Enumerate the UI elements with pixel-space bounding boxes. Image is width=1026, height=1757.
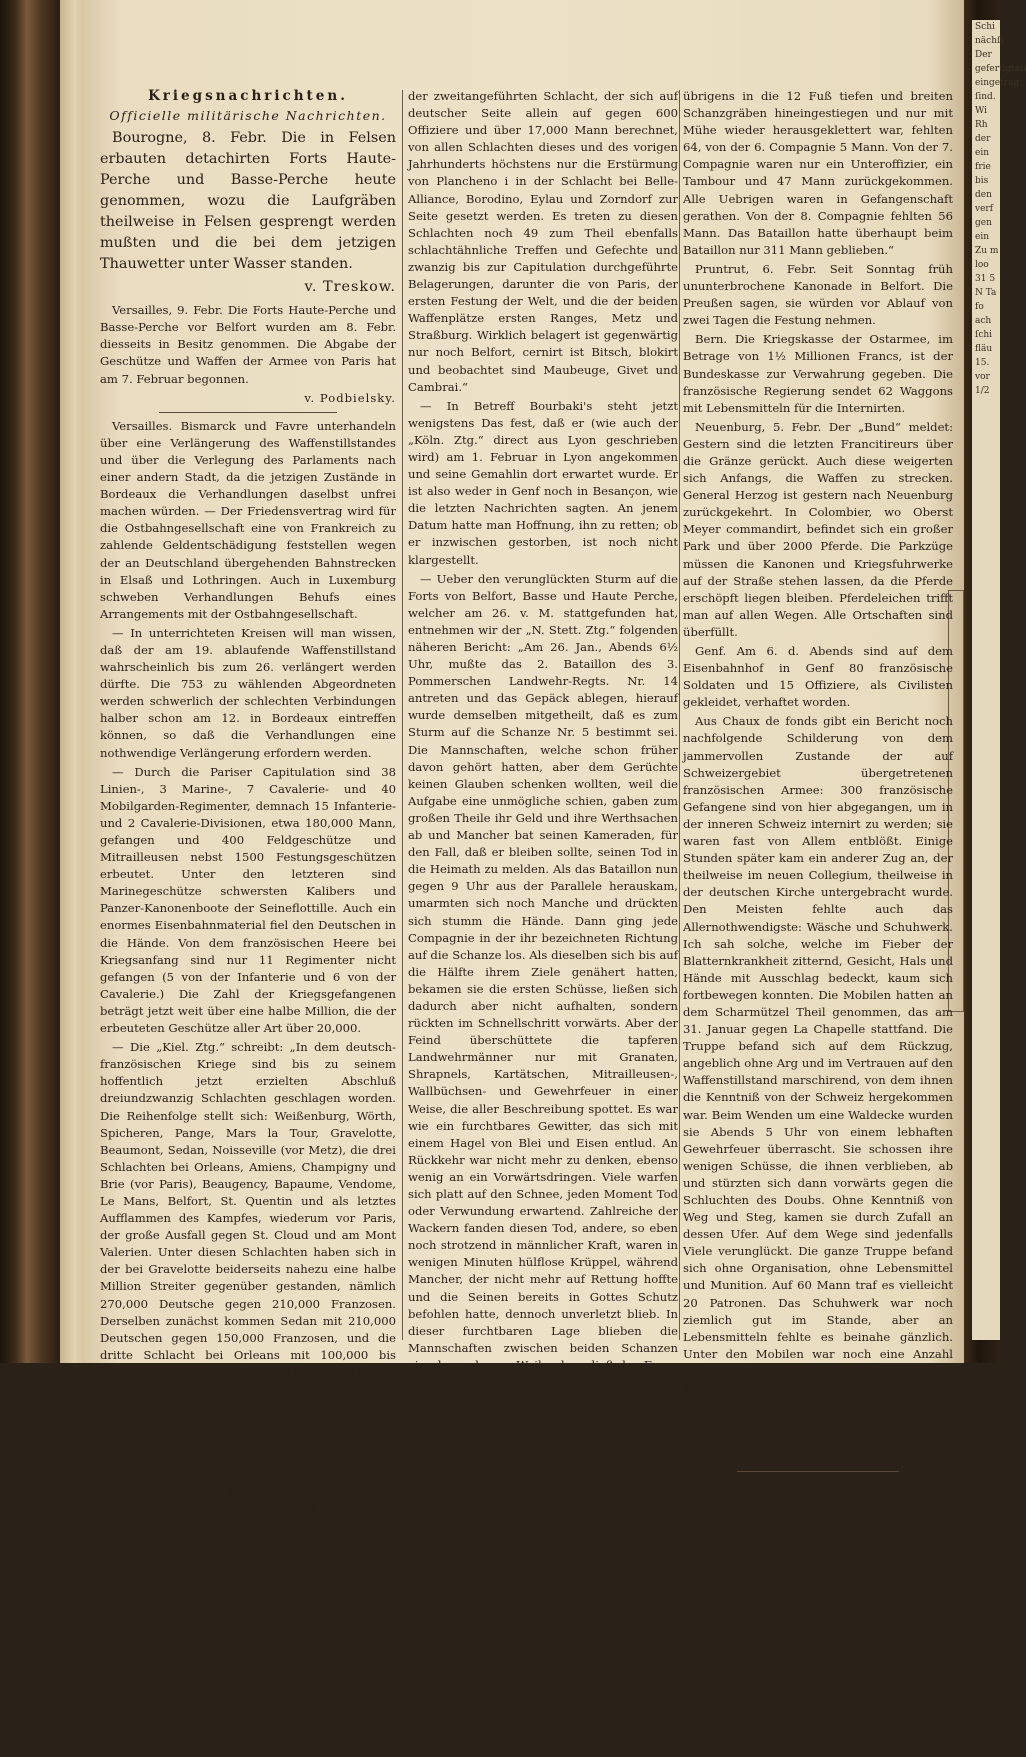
report-neuenburg: Neuenburg, 5. Febr. Der „Bund“ meldet: Gestern sind die letzten Francitireurs über die Gränze gerückt. Auch diese weigerten sich Anfangs, die Waffen zu strecken. General Herzog ist gestern nach Neuenburg zurückgekehrt. In Colombier, wo Oberst Meyer commandirt, befindet sich ein großer Park und über 2000 Pferde. Die Parkzüge müssen die Kanonen und Kriegsfuhrwerke auf der Straße stehen lassen, da die Pferde erschöpft liegen bleiben. Pferdeleichen trifft man auf allen Wegen. Alle Ortschaften sind überfüllt. — [683, 419, 953, 639]
book-binding — [0, 0, 60, 1363]
page-stack-edge — [60, 0, 84, 1363]
article-sturm-belfort-cont: übrigens in die 12 Fuß tiefen und breiten Schanzgräben hineingestiegen und nur mit Mühe wieder herausgeklettert war, fehlten 64, von der 6. Compagnie 5 Mann. Von der 7. Compagnie waren nur ein Unteroffizier, ein Tambour und 47 Mann zurückgekommen. Alle Uebrigen waren in Gefangenschaft gerathen. Von der 8. Compagnie fehlten 56 Mann. Das Bataillon hatte überhaupt beim Bataillon nur 311 Mann geblieben.“ — [683, 89, 953, 257]
column-rule — [402, 90, 403, 1340]
signature-treskow: v. Treskow. — [304, 279, 396, 296]
article-kiel-ztg-cont: der zweitangeführten Schlacht, der sich auf deutscher Seite allein auf gegen 600 Offiziere und über 17,000 Mann berechnet, von allen Schlachten dieses und des vorigen Jahrhunderts höchstens nur die Erstürmung von Plancheno i in der Schlacht bei Belle-Alliance, Borodino, Eylau und Zorndorf zur Seite gesetzt werden. Es treten zu diesen Schlachten noch 49 zum Theil ebenfalls schlachtähnliche Treffen und Gefechte und zwanzig bis zur Capitulation durchgeführte Belagerungen, darunter die von Paris, der ersten Festung der Welt, und die der beiden Waffenplätze ersten Ranges, Metz und Straßburg. Wirklich belagert ist gegenwärtig nur noch Belfort, cernirt ist Bitsch, blokirt und beobachtet sind Maubeuge, Givet und Cambrai.“ — [408, 89, 678, 394]
report-chaux-de-fonds: Aus Chaux de fonds gibt ein Bericht noch nachfolgende Schilderung von dem jammervollen Zustande der auf Schweizergebiet übergetretenen französischen Armee: 300 französische Gefangene sind von hier abgegangen, um in der inneren Schweiz internirt zu werden; sie waren fast von Allem entblößt. Einige Stunden später kam ein anderer Zug an, der theilweise im neuen Collegium, theilweise in der deutschen Kirche untergebracht wurde. Den Meisten fehlte auch das Allernothwendigste: Wäsche und Schuhwerk. Ich sah solche, welche im Fieber der Blatternkrankheit zitternd, Gesicht, Hals und Hände mit Ausschlag bedeckt, kaum sich fortbewegen konnten. Die Mobilen hatten an dem Scharmützel Theil genommen, das am 31. Januar gegen La Chapelle stattfand. Die Truppe befand sich auf dem Rückzug, angeblich ohne Arg und im Vertrauen auf den Waffenstillstand marschirend, von dem ihnen die Kenntniß von der Schweiz hergekommen war. Beim Wenden um eine Waldecke wurden sie Abends 5 Uhr von einem lebhaften Gewehrfeuer überrascht. Sie schossen ihre wenigen Schüsse, die ihnen verblieben, ab und stürzten sich dann vorwärts gegen die Schluchten des Doubs. Ohne Kenntniß von Weg und Steg, kamen sie durch Zufall an dessen Ufer. Auf dem Wege sind jedenfalls Viele verunglückt. Die ganze Truppe befand sich ohne Organisation, ohne Lebensmittel und Munition. Auf 60 Mann traf es vielleicht 20 Patronen. Das Schuhwerk war noch ziemlich gut im Stande, aber an Lebensmitteln fehlte es beinahe gänzlich. Unter den Mobilen war noch eine Anzahl Zuaven und viele Francitireurs, schlecht ausgerüstet, ohne militärische Abzeichen und fast in Lumpen gehüllt. Junge Leute von 16—17 Jahren waren mehrere darunter. Die Offiziere befanden sich nicht bei der Mannschaft. — [683, 714, 953, 1464]
article-waffenstillstand: — In unterrichteten Kreisen will man wissen, daß der am 19. ablaufende Waffenstillstand wahrscheinlich bis zum 26. verlängert werden dürfte. Die 753 zu wählenden Abgeordneten werden schwerlich der schlechten Verbindungen halber schon am 12. in Bordeaux eintreffen können, so daß die Verhandlungen eine nothwendige Verlängerung erfordern werden. — [100, 625, 396, 760]
article-capitulation: — Durch die Pariser Capitulation sind 38 Linien-, 3 Marine-, 7 Cavalerie- und 40 Mobilgarden-Regimenter, demnach 15 Infanterie- und 2 Cavalerie-Divisionen, etwa 180,000 Mann, gefangen und 400 Feldgeschütze und Mitrailleusen nebst 1500 Festungsgeschützen erbeutet. Unter den letzteren sind Marinegeschütze schwersten Kalibers und Panzer-Kanonenboote der Seineflottille. Auch ein enormes Eisenbahnmaterial fiel den Deutschen in die Hände. Von dem französischen Heere bei Kriegsanfang sind nur 11 Regimenter nicht gefangen (5 von der Infanterie und 6 von der Cavalerie.) Die Zahl der Kriegsgefangenen beträgt jetzt weit über eine halbe Million, die der erbeuteten Geschütze aller Art über 20,000. — [100, 764, 396, 1036]
report-versailles-forts: Versailles, 9. Febr. Die Forts Haute-Perche und Basse-Perche vor Belfort wurden am 8. Febr. diesseits in Besitz genommen. Die Abgabe der Geschütze und Waffen der Armee von Paris hat am 7. Februar begonnen. — [100, 303, 396, 386]
column-1 — [100, 88, 396, 1636]
local-karlsruhe: Karlsruhe. Die „K. Ztg.“ berichtet von einem abscheulichen Gaunerstückchen, dessen Opfer ein französischer Kriegsgefangener war. Derselbe, noch Rastatt bestimmt, hatte, während der Zug hielt, einen in der Nähe stehenden Burschen aus dem Wagen, worin er sich befand, gebeten, ihm etwas zu essen zu kaufen, und demselben zu dem Behufe ein 20-Frankenstück gegeben. Der Bursche nimmt das Geld und — kommt nicht wieder, und der arme Betrogene, welcher laut jammerte, daß er jetzt keinen Sou mehr besitze, muß mit dem abgehenden Zug hungrig fort und hat kaum noch Zeit, dem Stationschef seinen Namen zu hinterlassen. Die Kunde von diesem — [683, 1576, 953, 1755]
column-rule — [679, 90, 680, 1340]
report-bern: Bern. Die Kriegskasse der Ostarmee, im Betrage von 1½ Millionen Francs, ist der Bundeskasse zur Verwahrung gegeben. Die französische Regierung sendet 62 Waggons mit Lebensmitteln für die Internirten. — [683, 332, 953, 415]
adjacent-page-edge: Schi nächſt Der gefertigten eingetrag ſind. Wi Rh der ein frie bis den verf gen ein Zu m loo 31 5 N Ta fo ach ſchi fläu 15. vor 1/2 — [972, 20, 1000, 1340]
report-pruntrut: Pruntrut, 6. Febr. Seit Sonntag früh ununterbrochene Kanonade in Belfort. Die Preußen sagen, sie würden vor Ablauf von zwei Tagen die Festung nehmen. — [683, 261, 953, 328]
article-versailles: Versailles. Bismarck und Favre unterhandeln über eine Verlängerung des Waffenstillstandes und über die Verlegung des Parlaments nach einer andern Stadt, da die jetzigen Zustände in Bordeaux die Verhandlungen daselbst unfrei machen würden. — Der Friedensvertrag wird für die Ostbahngesellschaft eine von Frankreich zu zahlende Geldentschädigung feststellen wegen der an Deutschland übergehenden Bahnstrecken in Elsaß und Lothringen. Auch in Luxemburg schweben Verhandlungen Behufs eines Arrangements mit der Ostbahngesellschaft. — [100, 418, 396, 621]
signature-podbielsky: v. Podbielsky. — [304, 390, 396, 405]
section-heading: Kriegsnachrichten. — [148, 88, 348, 104]
article-bourbaki: — In Betreff Bourbaki's steht jetzt wenigstens Das fest, daß er (wie auch der „Köln. Ztg.“ direct aus Lyon geschrieben wird) am 1. Februar in Lyon angekommen und seine Gemahlin dort erwartet wurde. Er ist also weder in Genf noch in Besançon, wie die letzten Nachrichten sagten. An jenem Datum hatte man Hoffnung, ihn zu retten; ob er inzwischen gestorben, ist noch nicht klargestellt. — [408, 398, 678, 567]
divider — [737, 1471, 899, 1472]
article-kiel-ztg: — Die „Kiel. Ztg.“ schreibt: „In dem deutsch-französischen Kriege sind bis zu seinem hoffentlich jetzt erzielten Abschluß dreiundzwanzig Schlachten geschlagen worden. Die Reihenfolge stellt sich: Weißenburg, Wörth, Spicheren, Pange, Mars la Tour, Gravelotte, Beaumont, Sedan, Noisseville (vor Metz), die drei Schlachten bei Orleans, Amiens, Champigny und Brie (vor Paris), Beaugency, Bapaume, Vendome, Le Mans, Belfort, St. Quentin und als letztes Aufflammen des Kampfes, wiederum vor Paris, der große Ausfall gegen St. Cloud und am Mont Valerien. Unter diesen Schlachten haben sich in der bei Gravelotte beiderseits nahezu eine halbe Million Streiter gegenüber gestanden, nämlich 270,000 Deutsche gegen 210,000 Franzosen. Derselben zunächst kommen Sedan mit 210,000 Deutschen gegen 150,000 Franzosen, und die dritte Schlacht bei Orleans mit 100,000 bis 120,000 Deutschen gegen 200,000 bis 240,000 Franzosen. Zum ungleichartigsten hat sich das Zahlenverhältniß bei Mars la Tour und Belfort herausgestellt, wo in ersterer Schlacht von 8 Uhr Morgens bis gegen 4 Uhr Nachmittags höchstens 45,000 Preußen gleich von Anfang an wider 160,000 und schon gegen Mittag fast 200,000 Franzosen gekämpft haben, während vor Belfort höchstens 30—36,000 Preußen und Badenser 90—120,000 Feinden die Stirn bieten mußten. Auch für Bapaume stellt sich nahezu ein ähnliches Zahlenverhältniß. Die größten Verluste deutscher- wie französischerseits weisen die drei Schlachten vor Metz (Pange, Mars la Tour und Gravelotte) aus und können namentlich dem riesigen Verluste — [100, 1040, 396, 1636]
section-subheading: Officielle militärische Nachrichten. — [109, 108, 387, 124]
column-2 — [408, 88, 678, 1748]
report-bourogne: Bourogne, 8. Febr. Die in Felsen erbauten detachirten Forts Haute-Perche und Basse-Perche heute genommen, wozu die Laufgräben theilweise in Felsen gesprengt werden mußten und die bei dem jetzigen Thauwetter unter Wasser standen. — [100, 130, 396, 273]
article-sturm-belfort: — Ueber den verunglückten Sturm auf die Forts von Belfort, Basse und Haute Perche, welcher am 26. v. M. stattgefunden hat, entnehmen wir der „N. Stett. Ztg.“ folgenden näheren Bericht: „Am 26. Jan., Abends 6½ Uhr, mußte das 2. Bataillon des 3. Pommerschen Landwehr-Regts. Nr. 14 antreten und das Gepäck ablegen, hierauf wurde demselben mitgetheilt, daß es zum Sturm auf die Schanze Nr. 5 bestimmt sei. Die Mannschaften, welche schon früher davon gehört hatten, aber dem Gerüchte keinen Glauben schenken wollten, weil die Aufgabe eine unmögliche schien, gaben zum großen Theile ihr Geld und ihre Werthsachen ab und Mancher bat seinen Kameraden, für den Fall, daß er bleiben sollte, seinen Tod in die Heimath zu melden. Als das Bataillon nun gegen 9 Uhr aus der Parallele herauskam, umarmten sich noch Manche und drückten sich stumm die Hände. Dann ging jede Compagnie in der ihr bezeichneten Richtung auf die Schanze los. Als dieselben sich bis auf die Hälfte ihrem Ziele genähert hatten, bekamen sie die ersten Schüsse, ließen sich dadurch aber nicht aufhalten, sondern rückten im Schnellschritt vorwärts. Aber der Feind überschüttete die tapferen Landwehrmänner nur mit Granaten, Shrapnels, Kartätschen, Mitrailleusen-, Wallbüchsen- und Gewehrfeuer in einer Weise, die aller Beschreibung spottet. Es war wie ein furchtbares Gewitter, das sich mit einem Hagel von Blei und Eisen entlud. An Rückkehr war nicht mehr zu denken, ebenso wenig an ein Vorwärtsdringen. Viele warfen sich platt auf den Schnee, jeden Moment Tod oder Verwundung erwartend. Zahlreiche der Wackern fanden diesen Tod, andere, so eben noch strotzend in männlicher Kraft, waren in wenigen Minuten hülflose Krüppel, während Mancher, der nicht mehr auf Rettung hoffte und die Seinen bereits in Gottes Schutz befohlen hatte, dennoch unverletzt blieb. In dieser furchtbaren Lage blieben die Mannschaften zwischen beiden Schanzen eine lange bange Weile, dann ließ das Feuer des Feindes etwas nach. Die Nacht deckte gnädig die Bilder des Schreckens zu, die rings sich entfalteten: viele Krieger wälzten sich in ihrem Blut, während das Aechzen der Sterbenden erscholl und wer immer konnte, auf dem Bauche zurück aus dem Bereiche der feindlichen Geschosse kroch. Plötzlich brach der Feind hervor, um den Rest des Bataillons gefangen zu nehmen. Die 5. Compagnie sah ich auf den Ruf ihres Führers genöthigt, in der Flucht ihre Rettung zu suchen. Jeder, der nur konnte, lief. Viele, die nicht nachkommen konnten, riefen um Hülfe, leider vergebens! Eine große Anzahl kam, ohne Gewehre zurück. Endlich erreichten die Mannschaften, matt und abgehetzt von Strapazen und Schrecken, die Parallele. Der Verlust des Bataillons konnte erst am nächsten Morgen, als dasselbe antrat, festgestellt werden. Dasselbe hatte etwa 350 Mann eingebüßt. Von der 5. Compagnie, welche — [408, 571, 678, 1748]
column-3 — [683, 88, 954, 1755]
local-friedberg: * Friedberg, 10. Febr. Heute früh gegen halb 6 Uhr wurde dahier eine ziemlich heftige Erderschütterung verspürt, welche von starkem Geräusche begleitet war. Eine gleiche Wahrnehmung wurde nach uns zugekommenen Mittheilungen auch an verschiedenen Orten der Umgegend gleichfalls um die erwähnte Zeit gemacht. — [683, 1477, 954, 1572]
report-genf: Genf. Am 6. d. Abends sind auf dem Eisenbahnhof in Genf 80 französische Soldaten und 15 Offiziere, als Civilisten gekleidet, verhaftet worden. — [683, 644, 953, 710]
divider — [159, 412, 337, 413]
